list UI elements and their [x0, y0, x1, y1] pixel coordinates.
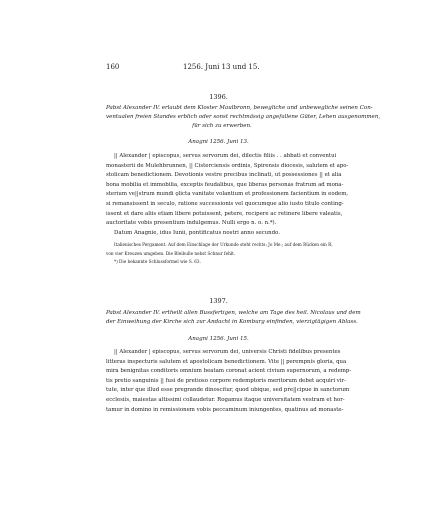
body-line: mira benignitas conditoris omnium beatam coronat acient civium supernorum, a redemp-	[106, 368, 352, 375]
document-notes	[106, 241, 338, 267]
body-line: monasterii de Mulehbrunnen, || Cisterciensis ordinis, Spirensis diocesis, salutem et apo-	[106, 162, 349, 169]
body-line: tis pretio sanguinis || fusi de pretioso corpore redemptoris meritorum debet acquiri vir-	[106, 377, 346, 384]
body-line: litteras inspecturis salutem et apostolicam benedictionem. Vite || perempnis gloria, qua	[106, 358, 347, 365]
body-line: tamur in domino in remissionem vobis peccaminum iniungentes, quatinus ad monaste-	[106, 406, 344, 413]
document-summary	[106, 309, 361, 327]
body-line: si remansissent in seculo, ratione successionis vel quocumque alio iusto titulo conting-	[106, 200, 344, 207]
document-body	[106, 152, 349, 238]
body-line: ecclesiis, maiestas altissimi collaudetur. Rogamus itaque universitatem vestram et hor-	[106, 396, 345, 403]
note-line: von vier Kreuzen umgeben. Die Bleibulle nebst Schnur fehlt.	[106, 250, 236, 256]
body-line: auctoritate vobis presentium indulgemus. Nulli ergo n. o. n.*).	[106, 220, 277, 227]
summary-line: für sich zu erwerben.	[192, 123, 252, 129]
note-line: Italienisches Pergament. Auf dem Einschlage der Urkunde steht rechts: Jo Me.; auf dem Rücken ein R,	[114, 242, 333, 247]
summary-line: ventualen freien Standes erblich oder sonst rechtmässig angefallene Güter, Lehen ausgenommen,	[106, 114, 381, 120]
body-line: issent et dare aliis etiam libere potuissent, petere, recipere ac retinere libere valeatis,	[106, 210, 343, 217]
footnote-line: *) Die bekannte Schlussformel wie S. 63.	[114, 259, 201, 264]
body-line: bona mobilia et immobilia, exceptis feudalibus, que liberas personas fratrum ad mona-	[106, 181, 344, 188]
dateline: Anagni 1256. Juni 15.	[188, 336, 249, 342]
summary-line: Pabst Alexander IV. ertheilt allen Bussfertigen, welche am Tage des heil. Nicolaus und dem	[106, 310, 361, 316]
summary-line: Pabst Alexander IV. erlaubt dem Kloster Maulbronn, bewegliche und unbewegliche seinen Con-	[106, 105, 373, 111]
document-number: 1396.	[209, 93, 228, 101]
body-line: stolicam benedictionem. Devotionis vestre precibus inclinati, ut possessiones || et alia	[106, 172, 342, 179]
body-line: sterium ve||strum mundi ǫlicta vanitate volantium et professionem facientium in eodem,	[106, 191, 349, 198]
body-line: || Alexander | episcopus, servus servorum dei, universis Christi fidelibus presentes	[114, 349, 341, 355]
document-number: 1397.	[209, 297, 228, 305]
page-number: 160	[106, 63, 120, 71]
body-line: Datum Anagnie, idus Iunii, pontificatus nostri anno secundo.	[114, 229, 280, 236]
body-line: || Alexander | episcopus, servus servorum dei, dilectis filiis . . abbati et conventui	[114, 153, 337, 159]
body-line: tute, inter que illud esse pregrande dinoscitur, quod ubique, sed pre||cipue in sanctorum	[106, 387, 350, 394]
running-title: 1256. Juni 13 und 15.	[183, 63, 260, 71]
dateline: Anagni 1256. Juni 13.	[188, 139, 249, 145]
summary-line: der Einweihung der Kirche sich zur Andacht in Komburg einfinden, vierzigtägigen Ablass.	[106, 319, 358, 325]
document-summary	[106, 104, 381, 131]
page-header	[0, 63, 437, 75]
document-body	[106, 348, 352, 415]
